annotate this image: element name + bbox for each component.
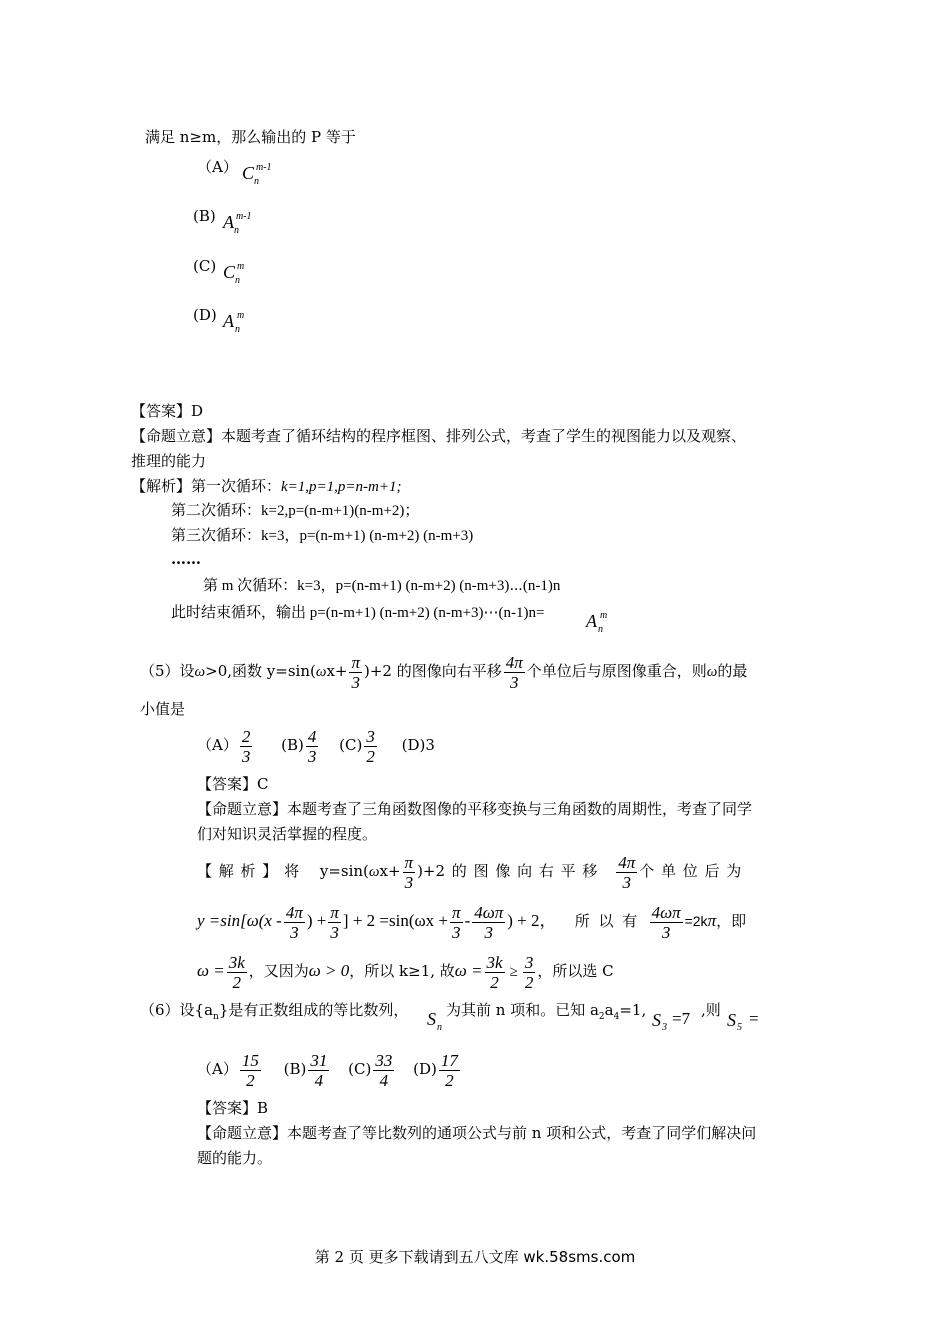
denominator: 3	[330, 922, 339, 942]
q4-intent-line1: 【命题立意】本题考查了循环结构的程序框图、排列公式，考查了学生的视图能力以及观察、	[131, 427, 747, 445]
q4-analysis-line2: 第二次循环：k=2,p=(n-m+1)(n-m+2)；	[171, 503, 420, 519]
q4-analysis-line5: 此时结束循环，输出 p=(n-m+1) (n-m+2) (n-m+3)⋯(n-1)n=	[171, 605, 545, 621]
text-run: y=sin(	[319, 862, 369, 880]
option-label: (D)	[193, 306, 217, 324]
fraction-option-c	[364, 727, 377, 766]
q4-intent-line2: 推理的能力	[131, 452, 207, 470]
math-symbol: C	[223, 262, 236, 282]
fraction-pi-3	[328, 903, 341, 942]
q5-analysis-equation	[197, 898, 746, 944]
intro-text: 满足 n≥m，那么输出的 P 等于	[145, 128, 356, 146]
option-label: (C)	[348, 1060, 372, 1078]
denominator: 3	[307, 746, 317, 766]
math-superscript: m	[237, 261, 245, 272]
analysis-formula: k=1,p=1,p=n-m+1;	[281, 479, 402, 495]
q5-analysis-line1	[197, 848, 741, 895]
denominator: 2	[490, 972, 499, 992]
fraction-option-b	[308, 1051, 329, 1090]
equation-part: =7	[672, 1009, 691, 1028]
q4-analysis-line1	[131, 476, 401, 497]
text-run: ，所以选 C	[537, 962, 614, 980]
denominator: 3	[404, 872, 414, 892]
q4-ellipsis: ……	[171, 550, 201, 568]
text-run: )+2 的图像向右平移	[364, 662, 502, 680]
denominator: 2	[246, 1070, 255, 1090]
denominator: 3	[290, 922, 299, 942]
numerator: π	[404, 852, 414, 872]
denominator: 2	[232, 972, 241, 992]
fraction-4pi-3	[616, 853, 637, 892]
option-label: （A）	[197, 158, 238, 176]
numerator: 3k	[228, 952, 245, 972]
text-run: ，又因为	[248, 962, 309, 980]
math-subscript: n	[235, 324, 240, 335]
fraction-pi-3	[450, 903, 463, 942]
q5-analysis-line3	[197, 948, 614, 995]
denominator: 2	[366, 746, 375, 766]
text-run: )+2 的 图 像 向 右 平 移	[417, 862, 598, 880]
q5-answer: 【答案】C	[197, 775, 269, 793]
q6-answer: 【答案】B	[197, 1099, 269, 1117]
footer-text: 第 2 页 更多下载请到五八文库	[314, 1248, 519, 1266]
math-symbol: S	[727, 1010, 736, 1030]
math-symbol: C	[242, 163, 255, 183]
math-subscript: n	[234, 225, 239, 236]
option-label: (D)3	[401, 736, 435, 754]
q5-options	[197, 722, 435, 768]
text-run: ，即	[716, 912, 747, 930]
equation-part: ω =	[454, 961, 483, 980]
numerator: 4ωπ	[651, 902, 681, 922]
math-subscript: n	[235, 275, 240, 286]
denominator: 3	[351, 672, 360, 692]
math-symbol: S	[427, 1009, 436, 1029]
equation-part: =	[749, 1009, 759, 1028]
text-run: x+	[326, 662, 348, 680]
fraction-pi-3	[349, 653, 362, 692]
math-subscript: n	[254, 176, 259, 187]
fraction-4wpi-3	[650, 903, 683, 942]
option-label: (C)	[193, 257, 217, 275]
q6-intent-line2: 题的能力。	[197, 1149, 273, 1167]
numerator: 4ωπ	[474, 902, 504, 922]
equation-part: ) + 2，	[507, 911, 557, 930]
text-run: 个单位后与原图像重合，则	[526, 662, 707, 680]
numerator: 3	[366, 726, 375, 746]
numerator: 4π	[505, 652, 523, 672]
fraction-option-c	[373, 1051, 394, 1090]
math-subscript: 5	[737, 1022, 742, 1033]
subscript: 2	[598, 1012, 605, 1022]
fraction-3-2	[523, 953, 536, 992]
pi-symbol: π	[707, 911, 717, 930]
page-footer	[0, 1246, 950, 1267]
fraction-option-d	[439, 1051, 460, 1090]
option-label: (D)	[413, 1060, 437, 1078]
q5-stem-line1	[140, 648, 747, 695]
q4-analysis-line4: 第 m 次循环：k=3，p=(n-m+1) (n-m+2) (n-m+3)⋯(n-1)n	[203, 578, 561, 594]
numerator: π	[330, 902, 339, 922]
text-run: （6）设{a	[140, 1001, 214, 1019]
text-run: ,则	[701, 1001, 721, 1019]
q6-options	[197, 1046, 462, 1092]
analysis-label: 【解析】第一次循环：	[131, 477, 282, 495]
math-superscript: m	[600, 610, 608, 621]
q4-answer: 【答案】D	[131, 402, 204, 420]
footer-link[interactable]: wk.58sms.com	[523, 1248, 636, 1266]
subscript: 4	[613, 1012, 620, 1022]
equation-part: ≥	[509, 964, 518, 980]
q4-analysis-line3: 第三次循环：k=3，p=(n-m+1) (n-m+2) (n-m+3)	[171, 528, 474, 544]
fraction-3k-2	[485, 953, 505, 992]
numerator: 4π	[285, 902, 303, 922]
math-superscript: m-1	[236, 211, 252, 222]
denominator: 4	[314, 1070, 324, 1090]
text-run: （5）设	[140, 662, 195, 680]
denominator: 3	[661, 922, 671, 942]
numerator: 33	[375, 1050, 393, 1070]
equation-part: ] + 2 =sin(ωx +	[342, 911, 449, 930]
equation-part: ω > 0	[308, 961, 350, 980]
denominator: 2	[445, 1070, 454, 1090]
math-symbol: S	[652, 1010, 661, 1030]
omega-symbol: ω	[315, 664, 327, 680]
text-run: >0,函数 y=sin(	[205, 662, 316, 680]
omega-symbol: ω	[194, 664, 206, 680]
math-symbol: A	[586, 611, 597, 631]
text-run: 个 单 位 后 为	[639, 862, 742, 880]
q6-stem	[140, 1000, 408, 1027]
numerator: 3	[524, 952, 534, 972]
denominator: 3	[241, 746, 251, 766]
text-run: x+	[379, 862, 401, 880]
q6-stem-part2	[446, 1000, 646, 1027]
omega-symbol: ω	[706, 664, 718, 680]
fraction-3k-2	[227, 953, 247, 992]
denominator: 3	[484, 922, 493, 942]
denominator: 2	[524, 972, 534, 992]
equation-part: y =sin[ω(x -	[197, 911, 282, 930]
denominator: 3	[452, 922, 461, 942]
fraction-option-a	[240, 1051, 261, 1090]
option-label: (B)	[281, 736, 304, 754]
text-run: 【 解 析 】 将	[197, 862, 300, 880]
numerator: 3k	[486, 952, 503, 972]
q6-intent-line1: 【命题立意】本题考查了等比数列的通项公式与前 n 项和公式，考查了同学们解决问	[197, 1124, 757, 1142]
denominator: 4	[379, 1070, 389, 1090]
q5-intent-line1: 【命题立意】本题考查了三角函数图像的平移变换与三角函数的周期性，考查了同学	[197, 800, 753, 818]
numerator: 4	[307, 726, 317, 746]
math-subscript: n	[437, 1022, 442, 1033]
fraction-4pi-3	[284, 903, 305, 942]
equation-part: -	[464, 911, 471, 930]
math-subscript: n	[598, 624, 603, 635]
fraction-4pi-3	[504, 653, 525, 692]
denominator: 3	[510, 672, 519, 692]
numerator: 4π	[618, 852, 636, 872]
option-label: (C)	[339, 736, 363, 754]
math-superscript: m	[237, 310, 245, 321]
equation-part: ω =	[197, 961, 225, 980]
fraction-4wpi-3	[472, 903, 505, 942]
option-label: (B)	[193, 207, 216, 225]
text-run: ，所以 k≥1, 故	[349, 962, 455, 980]
text-run: 的最	[717, 662, 748, 680]
q5-intent-line2: 们对知识灵活掌握的程度。	[197, 825, 378, 843]
math-subscript: 3	[662, 1022, 667, 1033]
denominator: 3	[622, 872, 631, 892]
q5-stem-line2: 小值是	[140, 700, 186, 718]
text-run: 所 以 有	[574, 912, 638, 930]
math-symbol: A	[223, 311, 234, 331]
numerator: π	[351, 652, 360, 672]
text-run: }是有正数组成的等比数列，	[218, 1001, 409, 1019]
fraction-pi-3	[403, 853, 416, 892]
text-run: a	[604, 1001, 614, 1019]
fraction-option-a	[240, 727, 253, 766]
option-label: （A）	[197, 1060, 238, 1078]
numerator: 17	[440, 1050, 458, 1070]
option-label: （A）	[197, 736, 238, 754]
numerator: 31	[310, 1050, 328, 1070]
numerator: 15	[241, 1050, 259, 1070]
option-label: (B)	[283, 1060, 307, 1078]
math-symbol: A	[223, 212, 234, 232]
text-run: 为其前 n 项和。已知 a	[446, 1001, 599, 1019]
numerator: 2	[241, 726, 251, 746]
fraction-option-b	[306, 727, 319, 766]
text-run: =1,	[619, 1001, 647, 1019]
equation-part: =2k	[684, 913, 708, 929]
numerator: π	[452, 902, 461, 922]
math-superscript: m-1	[256, 162, 272, 173]
equation-part: ) +	[306, 911, 327, 930]
omega-symbol: ω	[368, 864, 380, 880]
subscript: n	[213, 1012, 219, 1022]
